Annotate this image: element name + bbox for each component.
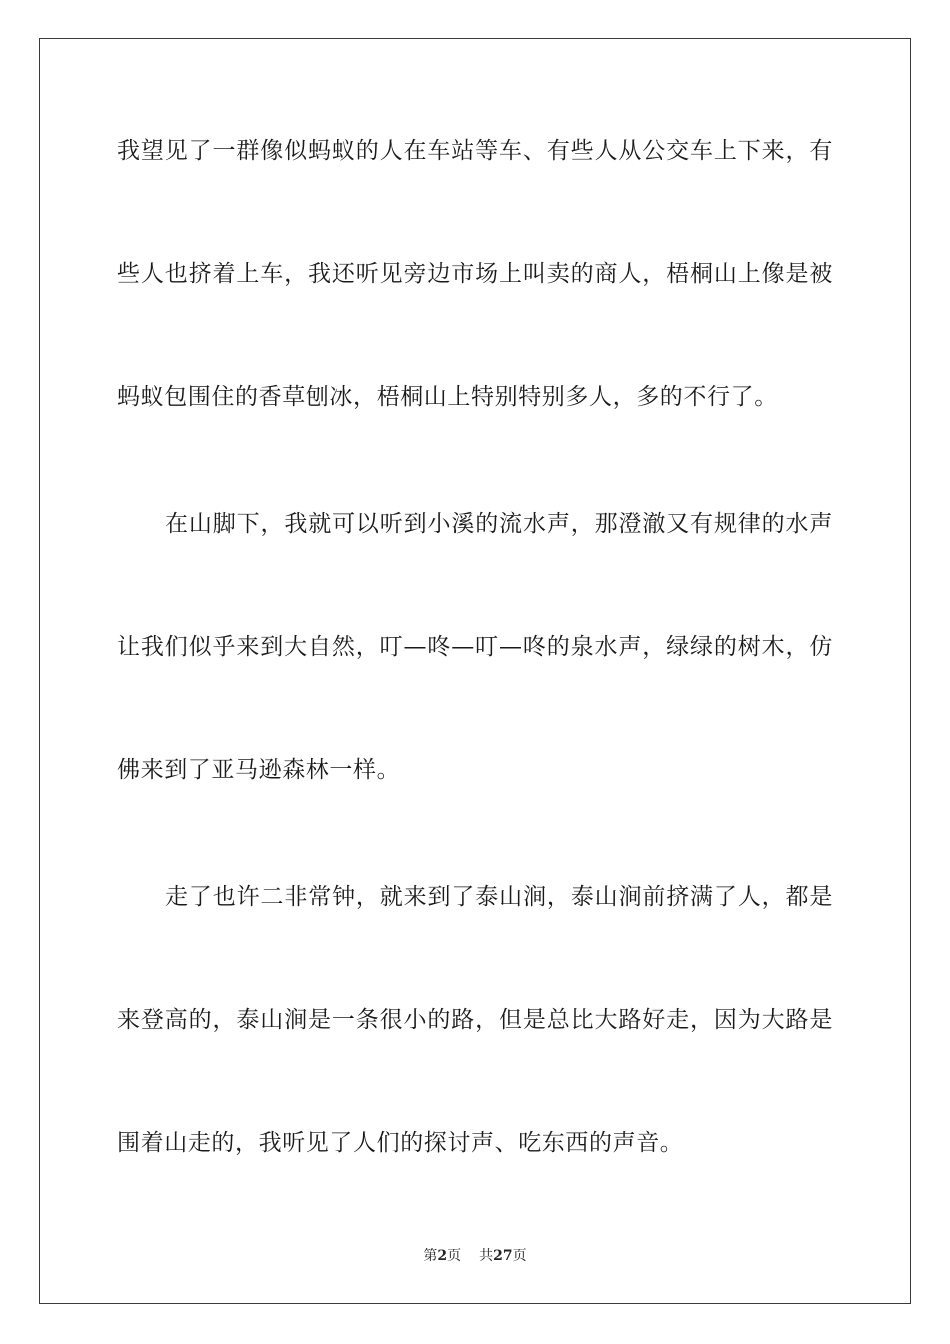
paragraph-2-line-2: 让我们似乎来到大自然，叮—咚—叮—咚的泉水声，绿绿的树木，仿 [117, 634, 833, 660]
page-footer [0, 1247, 950, 1265]
total-suffix: 页 [512, 1248, 527, 1264]
total-page-count: 27 [493, 1248, 513, 1264]
paragraph-1-line-1: 我望见了一群像似蚂蚁的人在车站等车、有些人从公交车上下来，有 [117, 138, 833, 164]
paragraph-3-line-1: 走了也许二非常钟，就来到了泰山涧，泰山涧前挤满了人，都是 [165, 884, 833, 910]
paragraph-2-line-3: 佛来到了亚马逊森林一样。 [117, 757, 401, 783]
paragraph-2-line-1: 在山脚下，我就可以听到小溪的流水声，那澄澈又有规律的水声 [165, 511, 833, 537]
page-prefix: 第 [423, 1248, 438, 1264]
paragraph-1-line-2: 些人也挤着上车，我还听见旁边市场上叫卖的商人，梧桐山上像是被 [117, 261, 833, 287]
page-suffix: 页 [447, 1248, 462, 1264]
page-border [39, 38, 911, 1304]
paragraph-1-line-3: 蚂蚁包围住的香草刨冰，梧桐山上特别特别多人，多的不行了。 [117, 384, 778, 410]
paragraph-3-line-3: 围着山走的，我听见了人们的探讨声、吃东西的声音。 [117, 1130, 684, 1156]
total-prefix: 共 [479, 1248, 494, 1264]
paragraph-3-line-2: 来登高的，泰山涧是一条很小的路，但是总比大路好走，因为大路是 [117, 1007, 833, 1033]
current-page-number: 2 [437, 1248, 448, 1264]
